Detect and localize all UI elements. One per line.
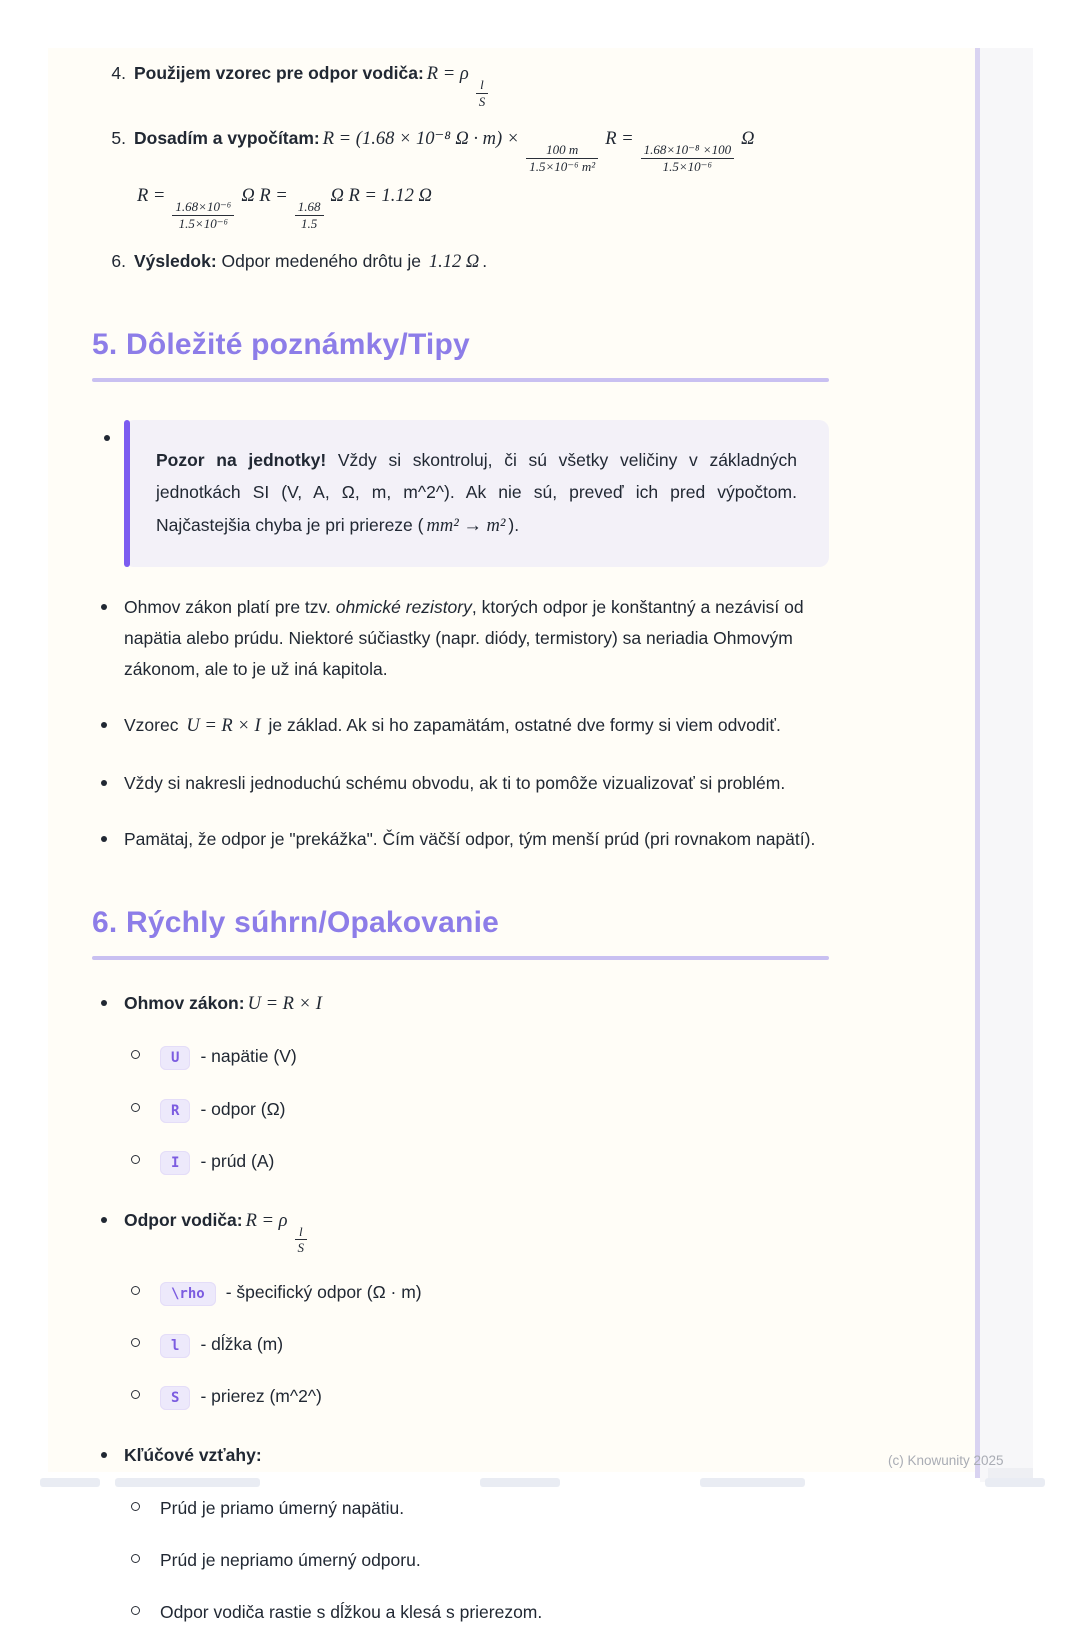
bullet-circle [131,1286,140,1295]
solution-steps-list [92,58,829,278]
step-label: Výsledok: [134,250,217,271]
bullet-dot [101,1000,107,1006]
bullet-dot [104,435,110,441]
variable-item: S - prierez (m^2^) [124,1381,829,1412]
variable-item: I - prúd (A) [124,1146,829,1177]
section-title-tips: 5. Dôležité poznámky/Tipy [92,327,470,361]
tip-item: Pamätaj, že odpor je "prekážka". Čím väčší odpor, tým menší prúd (pri rovnakom napätí). [92,824,829,855]
code-badge: U [160,1046,190,1070]
next-page-fragment [700,1478,805,1487]
variable-item: U - napätie (V) [124,1041,829,1072]
variable-list [124,1277,829,1412]
document-page [48,48,975,1622]
fraction: $\frac{l}{S}$ [476,77,489,109]
code-badge: R [160,1099,190,1123]
tips-list [92,592,829,856]
next-page-fragment [480,1478,560,1487]
callout-text: Pozor na jednotky! Vždy si skontroluj, či sú všetky veličiny v základných jednotkách SI (V, A, Ω, m, m^2^). Ak nie sú, preveď ich pred výpočtom. Najčastejšia chyba je pri priereze ( mm² → m² ). [156,449,797,536]
tip-item: Vzorec U = R × I je základ. Ak si ho zapamätám, ostatné dve formy si viem odvodiť. [92,710,829,743]
bullet-circle [131,1554,140,1563]
bullet-circle [131,1050,140,1059]
fraction: $\frac{l}{S}$ [295,1224,308,1256]
variable-list [124,1041,829,1176]
step-body: Výsledok: Odpor medeného drôtu je 1.12 Ω . [134,250,488,272]
heading-underline [92,956,829,960]
bullet-dot [101,604,107,610]
fraction: $\frac{100 m}{\text{1.5×10⁻⁶ m²}}$ [526,142,598,174]
next-page-fragment [115,1478,260,1487]
code-badge: \rho [160,1282,216,1306]
variable-item: R - odpor (Ω) [124,1094,829,1125]
step-6 [100,246,829,278]
code-badge: S [160,1386,190,1410]
variable-item: l - dĺžka (m) [124,1329,829,1360]
callout-accent-bar [124,420,130,567]
code-badge: I [160,1151,190,1175]
summary-list [92,988,829,1628]
bullet-dot [101,1217,107,1223]
tip-item: Ohmov zákon platí pre tzv. ohmické rezistory, ktorých odpor je konštantný a nezávisí od napätia alebo prúdu. Niektoré súčiastky (napr. diódy, termistory) sa neriadia Ohmovým zákonom, ale to je už iná kapitola. [92,592,829,685]
callout-row [92,420,829,567]
fraction: $\frac{\text{1.68×10⁻⁸ ×100}}{\text{1.5×10⁻⁶}}$ [641,142,734,174]
formula-line-2: R = $\frac{\text{1.68×10⁻⁶}}{\text{1.5×10⁻⁶}}$ Ω R = $\frac{1.68}{1.5}$ Ω R = 1.12 Ω [137,186,432,231]
step-body [134,58,829,109]
watermark: (c) Knowunity 2025 [888,1453,1004,1468]
bullet-dot [101,1452,107,1458]
summary-item-key-relations: Kľúčové vzťahy: Prúd je priamo úmerný napätiu. Prúd je nepriamo úmerný odporu. Odpor vodiča rastie s dĺžkou a klesá s prierezom. [92,1440,829,1628]
bullet-circle [131,1155,140,1164]
next-page-fragment [985,1478,1045,1487]
bullet-dot [101,780,107,786]
variable-item: \rho - špecifický odpor (Ω · m) [124,1277,829,1308]
step-number: 5. [111,128,126,149]
step-4 [100,58,829,109]
bullet-circle [131,1338,140,1347]
step-number: 4. [111,63,126,83]
summary-item-ohm: Ohmov zákon: U = R × I U - napätie (V) R - odpor (Ω) I - prúd (A) [92,988,829,1177]
bullet-dot [101,722,107,728]
step-number: 6. [111,250,126,271]
formula-line-1: Dosadím a vypočítam: R = (1.68 × 10⁻⁸ Ω · m) × $\frac{100 m}{\text{1.5×10⁻⁶ m²}}$ R = $\frac{\text{1.68×10⁻⁸ ×100}}{\text{1.5×10⁻⁶}}$ Ω [134,128,755,174]
bullet-circle [131,1502,140,1511]
code-badge: l [160,1334,190,1358]
step-5 [100,123,829,231]
fraction: $\frac{\text{1.68×10⁻⁶}}{\text{1.5×10⁻⁶}}$ [172,199,234,231]
formula: R = ρ [426,64,469,84]
key-relation-item: Odpor vodiča rastie s dĺžkou a klesá s prierezom. [124,1597,829,1628]
document-content [48,48,975,1628]
key-relation-item: Prúd je priamo úmerný napätiu. [124,1493,829,1524]
section-title-summary: 6. Rýchly súhrn/Opakovanie [92,905,500,939]
warning-callout [124,420,829,567]
scrollbar-track[interactable] [980,48,1033,1482]
next-page-fragment [40,1478,100,1487]
key-relations-list [124,1493,829,1628]
bullet-circle [131,1103,140,1112]
bullet-dot [101,836,107,842]
step-body [134,123,829,231]
heading-underline [92,378,829,382]
summary-item-resistance: Odpor vodiča: R = ρ $\frac{l}{S}$ \rho - špecifický odpor (Ω · m) l - dĺžka (m) S - prierez (m^2^) [92,1205,829,1413]
bullet-circle [131,1606,140,1615]
step-label: Dosadím a vypočítam: [134,128,320,149]
tip-item: Vždy si nakresli jednoduchú schému obvodu, ak ti to pomôže vizualizovať si problém. [92,768,829,799]
bullet-circle [131,1390,140,1399]
key-relation-item: Prúd je nepriamo úmerný odporu. [124,1545,829,1576]
fraction: $\frac{1.68}{1.5}$ [295,199,324,231]
step-label: Použijem vzorec pre odpor vodiča: [134,63,424,83]
